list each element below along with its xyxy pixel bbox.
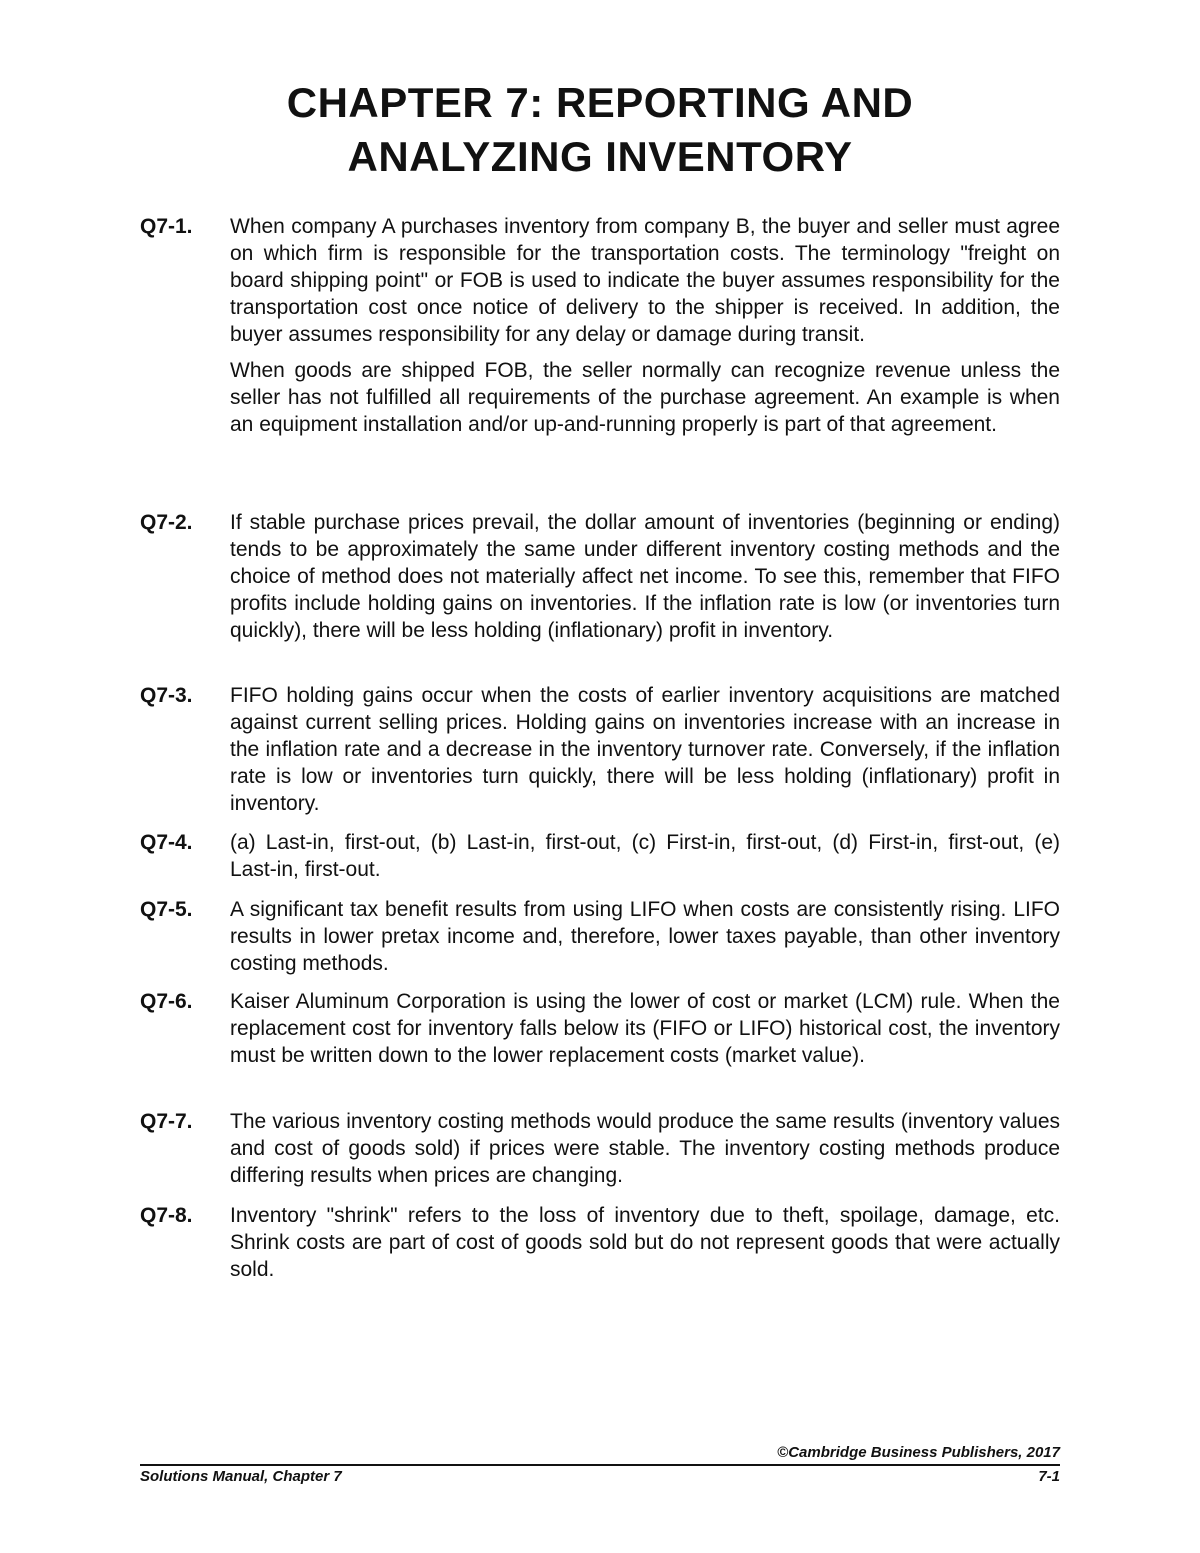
chapter-title-line-2: ANALYZING INVENTORY: [347, 133, 853, 180]
question-q7-1: [140, 213, 1060, 438]
question-q7-3: [140, 682, 1060, 817]
page-footer: [140, 1444, 1060, 1487]
footer-divider: [140, 1464, 1060, 1466]
question-label: Q7-8.: [140, 1204, 193, 1227]
answer-paragraph: (a) Last-in, first-out, (b) Last-in, first-out, (c) First-in, first-out, (d) First-in, first-out, (e) Last-in, first-out.: [230, 831, 1060, 881]
question-label: Q7-6.: [140, 990, 193, 1013]
question-q7-2: [140, 509, 1060, 644]
footer-row: [140, 1467, 1060, 1487]
answer-paragraph: When goods are shipped FOB, the seller normally can recognize revenue unless the seller has not fulfilled all requirements of the purchase agreement. An example is when an equipment installation and/or up-and-running properly is part of that agreement.: [230, 359, 1060, 436]
answer-paragraph: A significant tax benefit results from using LIFO when costs are consistently rising. LIFO results in lower pretax income and, therefore, lower taxes payable, than other inventory costing methods.: [230, 898, 1060, 975]
answer-paragraph: The various inventory costing methods would produce the same results (inventory values and cost of goods sold) if prices were stable. The inventory costing methods produce differing results when prices are changing.: [230, 1110, 1060, 1187]
question-label: Q7-7.: [140, 1110, 193, 1133]
chapter-title: [140, 76, 1060, 184]
answer-paragraph: FIFO holding gains occur when the costs of earlier inventory acquisitions are matched against current selling prices. Holding gains on inventories increase with an increase in the inflation rate and a decrease in the inventory turnover rate. Conversely, if the inflation rate is low or inventories turn quickly, there will be less holding (inflationary) profit in inventory.: [230, 684, 1060, 815]
footer-manual-title: Solutions Manual, Chapter 7: [140, 1468, 342, 1485]
answer-paragraph: If stable purchase prices prevail, the dollar amount of inventories (beginning or ending) tends to be approximately the same under different inventory costing methods and the choice of method does not materially affect net income. To see this, remember that FIFO profits include holding gains on inventories. If the inflation rate is low (or inventories turn quickly), there will be less holding (inflationary) profit in inventory.: [230, 511, 1060, 642]
question-q7-7: [140, 1108, 1060, 1189]
question-label: Q7-4.: [140, 831, 193, 854]
question-q7-4: [140, 829, 1060, 883]
answer-paragraph: Inventory "shrink" refers to the loss of inventory due to theft, spoilage, damage, etc. Shrink costs are part of cost of goods sold but do not represent goods that were actually sold.: [230, 1204, 1060, 1281]
question-q7-8: [140, 1202, 1060, 1283]
question-label: Q7-1.: [140, 215, 193, 238]
question-label: Q7-3.: [140, 684, 193, 707]
question-q7-6: [140, 988, 1060, 1069]
question-label: Q7-2.: [140, 511, 193, 534]
answer-paragraph: When company A purchases inventory from company B, the buyer and seller must agree on which firm is responsible for the transportation costs. The terminology "freight on board shipping point" or FOB is used to indicate the buyer assumes responsibility for the transportation cost once notice of delivery to the shipper is received. In addition, the buyer assumes responsibility for any delay or damage during transit.: [230, 215, 1060, 346]
chapter-title-line-1: CHAPTER 7: REPORTING AND: [286, 79, 914, 126]
copyright-notice: ©Cambridge Business Publishers, 2017: [777, 1444, 1060, 1461]
answer-paragraph: Kaiser Aluminum Corporation is using the lower of cost or market (LCM) rule. When the replacement cost for inventory falls below its (FIFO or LIFO) historical cost, the inventory must be written down to the lower replacement costs (market value).: [230, 990, 1060, 1067]
page-number: 7-1: [1038, 1468, 1060, 1485]
question-label: Q7-5.: [140, 898, 193, 921]
question-q7-5: [140, 896, 1060, 977]
